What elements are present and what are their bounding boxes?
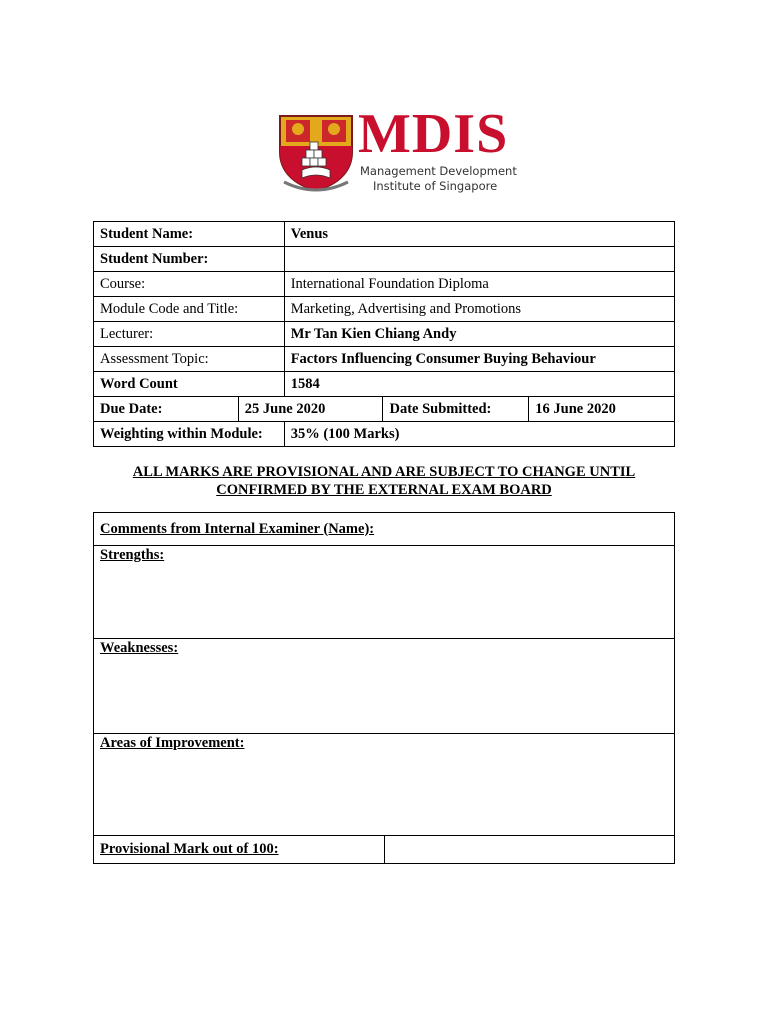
provisional-marks-notice	[93, 463, 675, 499]
weighting-value: 35% (100 Marks)	[284, 422, 674, 447]
table-row	[94, 422, 675, 447]
table-row	[94, 734, 675, 836]
notice-line1: ALL MARKS ARE PROVISIONAL AND ARE SUBJECT TO CHANGE UNTIL	[132, 464, 636, 480]
date-submitted-value: 16 June 2020	[529, 397, 675, 422]
lecturer-label: Lecturer:	[94, 322, 285, 347]
areas-of-improvement-section: Areas of Improvement:	[94, 734, 675, 836]
examiner-comments-table	[93, 512, 675, 864]
institute-name-line1: Management Development	[360, 164, 517, 178]
course-value: International Foundation Diploma	[284, 272, 674, 297]
provisional-mark-label: Provisional Mark out of 100:	[94, 836, 385, 864]
table-row	[94, 639, 675, 734]
notice-line2: CONFIRMED BY THE EXTERNAL EXAM BOARD	[216, 482, 552, 498]
table-row	[94, 297, 675, 322]
module-label: Module Code and Title:	[94, 297, 285, 322]
table-row	[94, 836, 675, 864]
topic-label: Assessment Topic:	[94, 347, 285, 372]
table-row	[94, 397, 675, 422]
mdis-logo	[276, 103, 517, 196]
module-value: Marketing, Advertising and Promotions	[284, 297, 674, 322]
due-date-label: Due Date:	[94, 397, 239, 422]
mdis-wordmark: MDIS	[358, 103, 509, 165]
table-row	[94, 372, 675, 397]
date-submitted-label: Date Submitted:	[383, 397, 529, 422]
course-label: Course:	[94, 272, 285, 297]
weaknesses-section: Weaknesses:	[94, 639, 675, 734]
word-count-label: Word Count	[94, 372, 285, 397]
examiner-name-label: Comments from Internal Examiner (Name):	[94, 513, 675, 546]
institute-name	[360, 164, 520, 194]
provisional-mark-value[interactable]	[384, 836, 674, 864]
lecturer-value: Mr Tan Kien Chiang Andy	[284, 322, 674, 347]
table-row	[94, 272, 675, 297]
student-number-value	[284, 247, 674, 272]
table-row	[94, 347, 675, 372]
student-name-label: Student Name:	[94, 222, 285, 247]
mdis-crest-icon	[276, 112, 356, 192]
table-row	[94, 546, 675, 639]
strengths-section: Strengths:	[94, 546, 675, 639]
topic-value: Factors Influencing Consumer Buying Behaviour	[284, 347, 674, 372]
table-row	[94, 322, 675, 347]
institute-name-line2: Institute of Singapore	[373, 179, 498, 193]
table-row	[94, 513, 675, 546]
weighting-label: Weighting within Module:	[94, 422, 285, 447]
student-name-value: Venus	[284, 222, 674, 247]
student-info-table	[93, 221, 675, 447]
table-row	[94, 222, 675, 247]
table-row	[94, 247, 675, 272]
student-number-label: Student Number:	[94, 247, 285, 272]
word-count-value: 1584	[284, 372, 674, 397]
due-date-value: 25 June 2020	[238, 397, 383, 422]
